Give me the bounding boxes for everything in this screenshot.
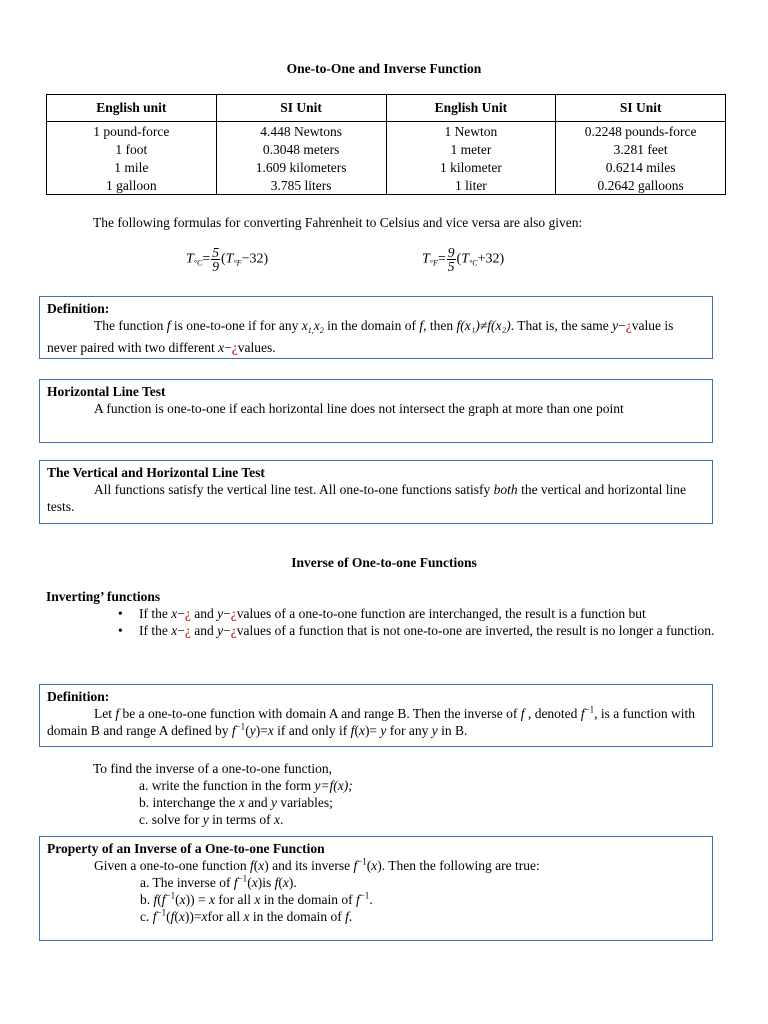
render-glitch-char: ¿ [231,340,238,355]
table-cell: 0.2248 pounds-force [556,122,726,141]
text-run: The function [94,318,167,333]
formula-operation: +32 [477,251,500,267]
formula-symbol: T [422,251,430,267]
fraction [447,246,456,273]
bullet-list [118,605,719,639]
table-cell: 1 meter [386,140,556,158]
celsius-formula: $T_{^\circ C}=$ $\frac{5}{9}$ $(T_{^\circ F}-32)$ [186,245,269,274]
horizontal-line-test-box [39,379,713,443]
table-cell: 1.609 kilometers [216,158,386,176]
formula-symbol: T [225,251,234,267]
property-list [47,874,706,925]
list-item: a. The inverse of $f^{-1}(x)is$ f(x). [140,873,297,890]
table-cell: 0.6214 miles [556,158,726,176]
math-symbol: x [313,318,320,333]
text-run: Let [94,706,116,721]
column-header: English Unit [386,95,556,122]
box-text [47,481,706,515]
text-run: b. [140,892,154,907]
bullet-icon: • [118,623,123,638]
math-expression: y=f(x); [314,778,353,793]
definition-box-inverse [39,684,713,747]
math-symbol: x [301,318,308,333]
math-symbol: y [612,318,619,333]
vertical-horizontal-line-test-box [39,460,713,524]
table-cell: 1 galloon [47,176,217,195]
page-title: One-to-One and Inverse Function [286,61,482,76]
text-run: , is a function with domain B and range A defined by [47,706,696,738]
list-item: c. $f^{-1}(f(x))=xfor$ all x in the domain of f. [140,907,353,924]
box-heading: Definition: [47,689,110,704]
definition-box-one-to-one [39,296,713,359]
box-heading: Definition: [47,301,110,316]
list-item: b. $f(f^{-1}(x)) = x$ for all x in the domain of $f^{-1}$. [140,890,373,907]
text-run: All functions satisfy the vertical line test. All one-to-one functions satisfy [94,482,494,497]
text-run: c. [140,909,153,924]
text-run: values of a one-to-one function are interchanged, the result is a function but [236,606,646,621]
text-run: is [262,875,275,890]
text-run: is one-to-one if for any [170,318,302,333]
text-run: , then [423,318,457,333]
text-run: , denoted [524,706,581,721]
table-cell: 3.785 liters [216,176,386,195]
table-cell: 0.2642 galloons [556,176,726,195]
table-row [47,122,726,141]
list-item: b. interchange the x and y variables; [139,795,333,810]
table-header-row [47,95,726,122]
text-run: in the domain of [249,909,346,924]
table-cell: 1 mile [47,158,217,176]
table-row [47,158,726,176]
text-run: variables; [276,795,333,810]
column-header: SI Unit [556,95,726,122]
find-inverse-intro: To find the inverse of a one-to-one function, [93,761,332,776]
formula-subscript: °F [429,258,438,268]
column-header: SI Unit [216,95,386,122]
inverting-heading: Inverting’ functions [46,589,161,604]
text-run: for all [207,909,244,924]
text-run: the vertical and horizontal line tests. [47,482,686,514]
text-run: values of a function that is not one-to-one are inverted, the result is no longer a function. [236,623,715,638]
table-cell: 1 kilometer [386,158,556,176]
list-item: • If the x−¿ and y−¿values of a one-to-one function are interchanged, the result is a function but [118,606,646,621]
table-row [47,140,726,158]
text-run: = [194,892,209,907]
table-cell: 4.448 Newtons [216,122,386,141]
text-run: . That is, the same [510,318,609,333]
box-heading: Horizontal Line Test [47,384,166,399]
text-run: a. write the function in the form [139,778,315,793]
list-item: • If the x−¿ and y−¿values of a function that is not one-to-one are inverted, the result is no longer a function. [118,623,715,638]
text-run: and its inverse [268,858,354,873]
text-run: If the [139,606,172,621]
fahrenheit-formula: $T_{^\circ F}=$ $\frac{9}{5}$ $(T_{^\circ C}+32)$ [422,245,505,274]
text-run: for any [386,723,432,738]
unit-conversion-table [46,94,726,195]
text-run: . Then the following are true: [381,858,540,873]
text-run: c. solve for [139,812,203,827]
column-header: English unit [47,95,217,122]
property-box [39,836,713,941]
text-run: if and only if [273,723,351,738]
text-run: a. The inverse of [140,875,234,890]
text-run: in terms of [208,812,274,827]
formula-subscript: °C [193,258,203,268]
render-glitch-char: ¿ [625,318,632,333]
math-symbol: x [218,340,225,355]
formula-subscript: °C [469,258,478,268]
box-text: A function is one-to-one if each horizontal line does not intersect the graph at more than one point [94,401,624,416]
section-title: Inverse of One-to-one Functions [291,555,477,570]
formula-operation: −32 [241,251,264,267]
definition-text: The function f is one-to-one if for any $x_{1,}x_2$ in the domain of f, then f(x₁)≠f(x₂). That is, the same y−¿value is never paired with two different x−¿values. [47,318,674,355]
table-cell: 1 foot [47,140,217,158]
numerator: 5 [212,245,219,260]
text-run: b. interchange the [139,795,239,810]
property-intro: Given a one-to-one function f(x) and its inverse $f^{-1}(x)$. Then the following are true: [94,856,540,873]
denominator: 5 [447,259,455,274]
text-run: in the domain of [260,892,356,907]
formula-subscript: °F [233,258,242,268]
text-run: be a one-to-one function with domain A and range B. Then the inverse of [119,706,521,721]
text-run: values. [237,340,276,355]
math-symbol: f [166,318,171,333]
emphasis-text: both [493,482,518,497]
formulas-intro: The following formulas for converting Fahrenheit to Celsius and vice versa are also given: [93,215,583,230]
text-run: Given a one-to-one function [94,858,250,873]
formula-symbol: T [186,251,194,267]
box-heading: The Vertical and Horizontal Line Test [47,465,265,480]
table-cell: 1 liter [386,176,556,195]
table-cell: 1 Newton [386,122,556,141]
text-run: for all [214,892,255,907]
denominator: 9 [212,259,219,274]
table-cell: 1 pound-force [47,122,217,141]
table-cell: 0.3048 meters [216,140,386,158]
formula-symbol: T [461,251,470,267]
table-row [47,176,726,195]
math-inequality: f(x₁)≠f(x₂) [456,318,511,333]
text-run: − [618,318,626,333]
find-inverse-steps [139,777,353,828]
numerator: 9 [447,245,455,260]
text-run: . [279,812,284,827]
list-item: c. solve for y in terms of x. [139,812,284,827]
text-run: in B. [437,723,468,738]
text-run: and [244,795,271,810]
text-run: value is never paired with two different [47,318,674,355]
table-cell: 3.281 feet [556,140,726,158]
text-run: If the [139,623,172,638]
text-run: − [224,340,232,355]
list-item [139,777,353,794]
bullet-icon: • [118,606,123,621]
text-run: in the domain of [323,318,420,333]
box-heading: Property of an Inverse of a One-to-one Function [47,841,325,856]
text-run: and [190,606,218,621]
text-run: and [190,623,218,638]
math-symbol: f [419,318,424,333]
fraction [211,246,220,273]
definition-text: Let f be a one-to-one function with domain A and range B. Then the inverse of f , denoted $f^{-1}$, is a function with domain B and range A defined by $f^{-1}(y)=x$ if and only if f(x)= y for any y in B. [47,704,696,738]
